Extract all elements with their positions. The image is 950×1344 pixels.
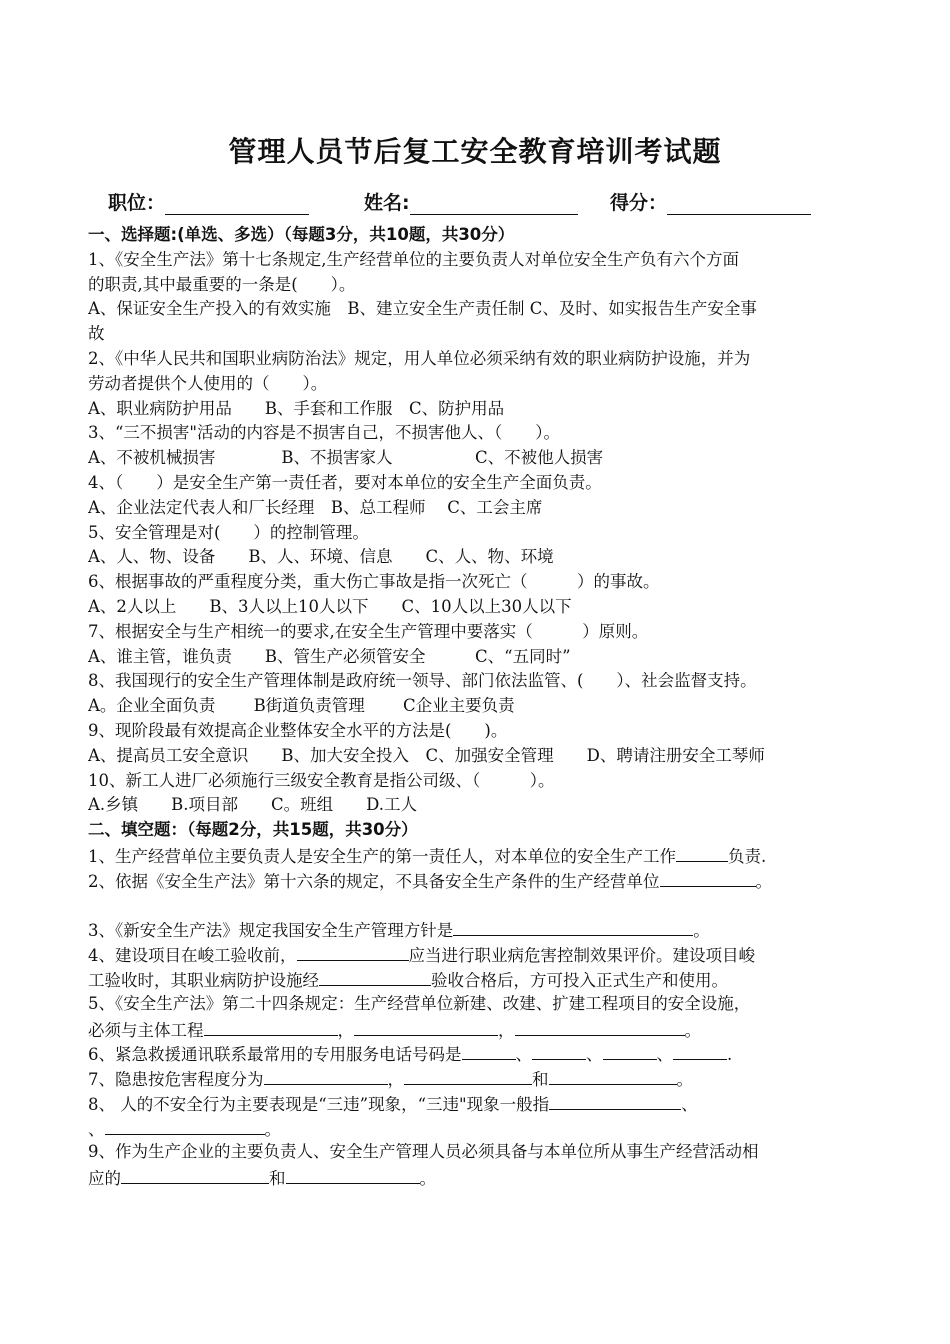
fill-2 — [88, 868, 868, 893]
question-3-text: 3、“三不损害"活动的内容是不损害自己，不损害他人、（ ）。 — [88, 423, 561, 443]
fill-1-text: 1、生产经营单位主要负责人是安全生产的第一责任人，对本单位的安全生产工作 — [88, 846, 676, 866]
question-1-text: 1、《安全生产法》第十七条规定,生产经营单位的主要负责人对单位安全生产负有六个方面 — [88, 249, 739, 269]
fill-1 — [88, 843, 868, 868]
question-7-options: A、谁主管，谁负责 B、管生产必须管安全 C、“五同时” — [88, 646, 571, 666]
exam-title: 管理人员节后复工安全教育培训考试题 — [228, 135, 722, 168]
fill-7-blank-3[interactable] — [549, 1066, 677, 1085]
position-field — [108, 188, 309, 215]
fill-5-sep-1: ， — [337, 1020, 354, 1040]
fill-1-text-end: 负责. — [728, 846, 767, 866]
fill-6 — [88, 1041, 868, 1066]
question-7-text: 7、根据安全与生产相统一的要求,在安全生产管理中要落实（ ）原则。 — [88, 621, 649, 641]
fill-3-text-end: 。 — [693, 921, 710, 941]
name-field — [364, 188, 578, 215]
section2-heading: 二、填空题：（每题2分，共15题，共30分） — [88, 820, 418, 840]
fill-6-sep-1: 、 — [515, 1045, 532, 1065]
fill-8-blank-1[interactable] — [549, 1091, 681, 1110]
candidate-info-row — [108, 188, 868, 218]
question-10-text: 10、新工人进厂必须施行三级安全教育是指公司级、（ ）。 — [88, 770, 555, 790]
question-5-text: 5、安全管理是对( ）的控制管理。 — [88, 522, 369, 542]
question-6-text: 6、根据事故的严重程度分类，重大伤亡事故是指一次死亡（ ）的事故。 — [88, 572, 660, 592]
question-1-options-cont: 故 — [88, 324, 105, 344]
fill-6-blank-4[interactable] — [673, 1041, 727, 1060]
fill-9-cont — [88, 1165, 868, 1190]
question-4-options: A、企业法定代表人和厂长经理 B、总工程师 C、工会主席 — [88, 497, 543, 517]
fill-6-text: 6、紧急救援通讯联系最常用的专用服务电话号码是 — [88, 1045, 462, 1065]
fill-5: 5、《安全生产法》第二十四条规定：生产经营单位新建、改建、扩建工程项目的安全设施， — [88, 993, 751, 1013]
question-6-options: A、2人以上 B、3人以上10人以下 C、10人以上30人以下 — [88, 596, 572, 616]
fill-8-cont — [88, 1116, 868, 1141]
fill-6-blank-1[interactable] — [462, 1041, 516, 1060]
fill-1-blank[interactable] — [676, 843, 728, 862]
fill-3-text: 3、《新安全生产法》规定我国安全生产管理方针是 — [88, 921, 454, 941]
fill-3 — [88, 917, 868, 942]
score-label: 得分： — [610, 192, 668, 214]
fill-9-blank-2[interactable] — [286, 1165, 420, 1184]
fill-4-blank-1[interactable] — [297, 942, 409, 961]
section1-heading: 一、选择题:(单选、多选）（每题3分，共10题，共30分） — [88, 225, 515, 244]
fill-5-cont — [88, 1017, 868, 1042]
fill-8-sep: 、 — [681, 1094, 698, 1114]
fill-5-blank-3[interactable] — [515, 1017, 685, 1036]
fill-6-sep-2: 、 — [586, 1045, 603, 1065]
fill-8-end: 。 — [264, 1119, 281, 1139]
question-2-text-cont: 劳动者提供个人使用的（ ）。 — [88, 373, 328, 393]
position-label: 职位： — [108, 192, 166, 214]
fill-2-text: 2、依据《安全生产法》第十六条的规定，不具备安全生产条件的生产经营单位 — [88, 871, 660, 891]
blank-line-spacer — [88, 893, 868, 918]
fill-8 — [88, 1091, 868, 1116]
fill-8-text: 8、 人的不安全行为主要表现是“三违”现象，“三违"现象一般指 — [88, 1094, 550, 1114]
fill-7-and: 和 — [532, 1070, 549, 1090]
fill-4-text-end: 验收合格后，方可投入正式生产和使用。 — [431, 970, 728, 990]
fill-7 — [88, 1066, 868, 1091]
fill-2-blank[interactable] — [660, 868, 756, 887]
fill-6-blank-3[interactable] — [603, 1041, 657, 1060]
fill-7-end: 。 — [676, 1070, 693, 1090]
name-label: 姓名: — [364, 192, 410, 214]
fill-8-text-cont: 、 — [88, 1119, 105, 1139]
question-8-text: 8、我国现行的安全生产管理体制是政府统一领导、部门依法监管、( ）、社会监督支持。 — [88, 671, 757, 691]
fill-2-text-end: 。 — [755, 871, 772, 891]
fill-9-blank-1[interactable] — [121, 1165, 269, 1184]
fill-9-and: 和 — [269, 1169, 286, 1189]
question-1-text-cont: 的职责,其中最重要的一条是( ）。 — [88, 274, 356, 294]
question-9-text: 9、现阶段最有效提高企业整体安全水平的方法是( )。 — [88, 720, 508, 740]
score-field — [610, 188, 811, 215]
fill-4-text: 4、建设项目在峻工验收前， — [88, 946, 297, 966]
question-2-options: A、职业病防护用品 B、手套和工作服 C、防护用品 — [88, 398, 505, 418]
fill-7-sep: ， — [387, 1070, 404, 1090]
name-blank[interactable] — [410, 192, 578, 215]
fill-5-end: 。 — [684, 1020, 701, 1040]
fill-3-blank[interactable] — [453, 917, 693, 936]
fill-6-sep-3: 、 — [656, 1045, 673, 1065]
fill-9-text: 应的 — [88, 1169, 121, 1189]
question-1-options: A、保证安全生产投入的有效实施 B、建立安全生产责任制 C、及时、如实报告生产安全事 — [88, 299, 757, 319]
question-10-options: A.乡镇 B.项目部 C。班组 D.工人 — [88, 795, 418, 815]
fill-4-blank-2[interactable] — [319, 967, 431, 986]
fill-7-blank-2[interactable] — [404, 1066, 532, 1085]
fill-4-text-cont: 工验收时，其职业病防护设施经 — [88, 970, 319, 990]
fill-7-text: 7、隐患按危害程度分为 — [88, 1070, 264, 1090]
fill-5-blank-1[interactable] — [204, 1017, 338, 1036]
question-2-text: 2、《中华人民共和国职业病防治法》规定，用人单位必须采纳有效的职业病防护设施，并为 — [88, 348, 751, 368]
fill-4-text-mid: 应当进行职业病危害控制效果评价。建设项目峻 — [408, 946, 755, 966]
fill-4-cont — [88, 967, 868, 992]
question-8-options: A。企业全面负责 B街道负责管理 C企业主要负责 — [88, 696, 515, 716]
fill-5-blank-2[interactable] — [354, 1017, 498, 1036]
question-9-options: A、提高员工安全意识 B、加大安全投入 C、加强安全管理 D、聘请注册安全工琴师 — [88, 745, 765, 765]
fill-6-blank-2[interactable] — [532, 1041, 586, 1060]
score-blank[interactable] — [667, 192, 811, 215]
fill-5-sep-2: ， — [498, 1020, 515, 1040]
position-blank[interactable] — [165, 192, 309, 215]
fill-5-text: 必须与主体工程 — [88, 1020, 204, 1040]
question-5-options: A、人、物、设备 B、人、环境、信息 C、人、物、环境 — [88, 547, 554, 567]
question-3-options: A、不被机械损害 B、不损害家人 C、不被他人损害 — [88, 448, 604, 468]
fill-7-blank-1[interactable] — [264, 1066, 388, 1085]
fill-8-blank-2[interactable] — [105, 1116, 265, 1135]
fill-9: 9、作为生产企业的主要负责人、安全生产管理人员必须具备与本单位所从事生产经营活动相 — [88, 1142, 759, 1162]
fill-4 — [88, 942, 868, 967]
exam-content — [88, 223, 868, 1190]
fill-9-end: 。 — [419, 1169, 436, 1189]
question-4-text: 4、（ ）是安全生产第一责任者，要对本单位的安全生产全面负责。 — [88, 472, 602, 492]
fill-6-end: . — [727, 1045, 733, 1065]
